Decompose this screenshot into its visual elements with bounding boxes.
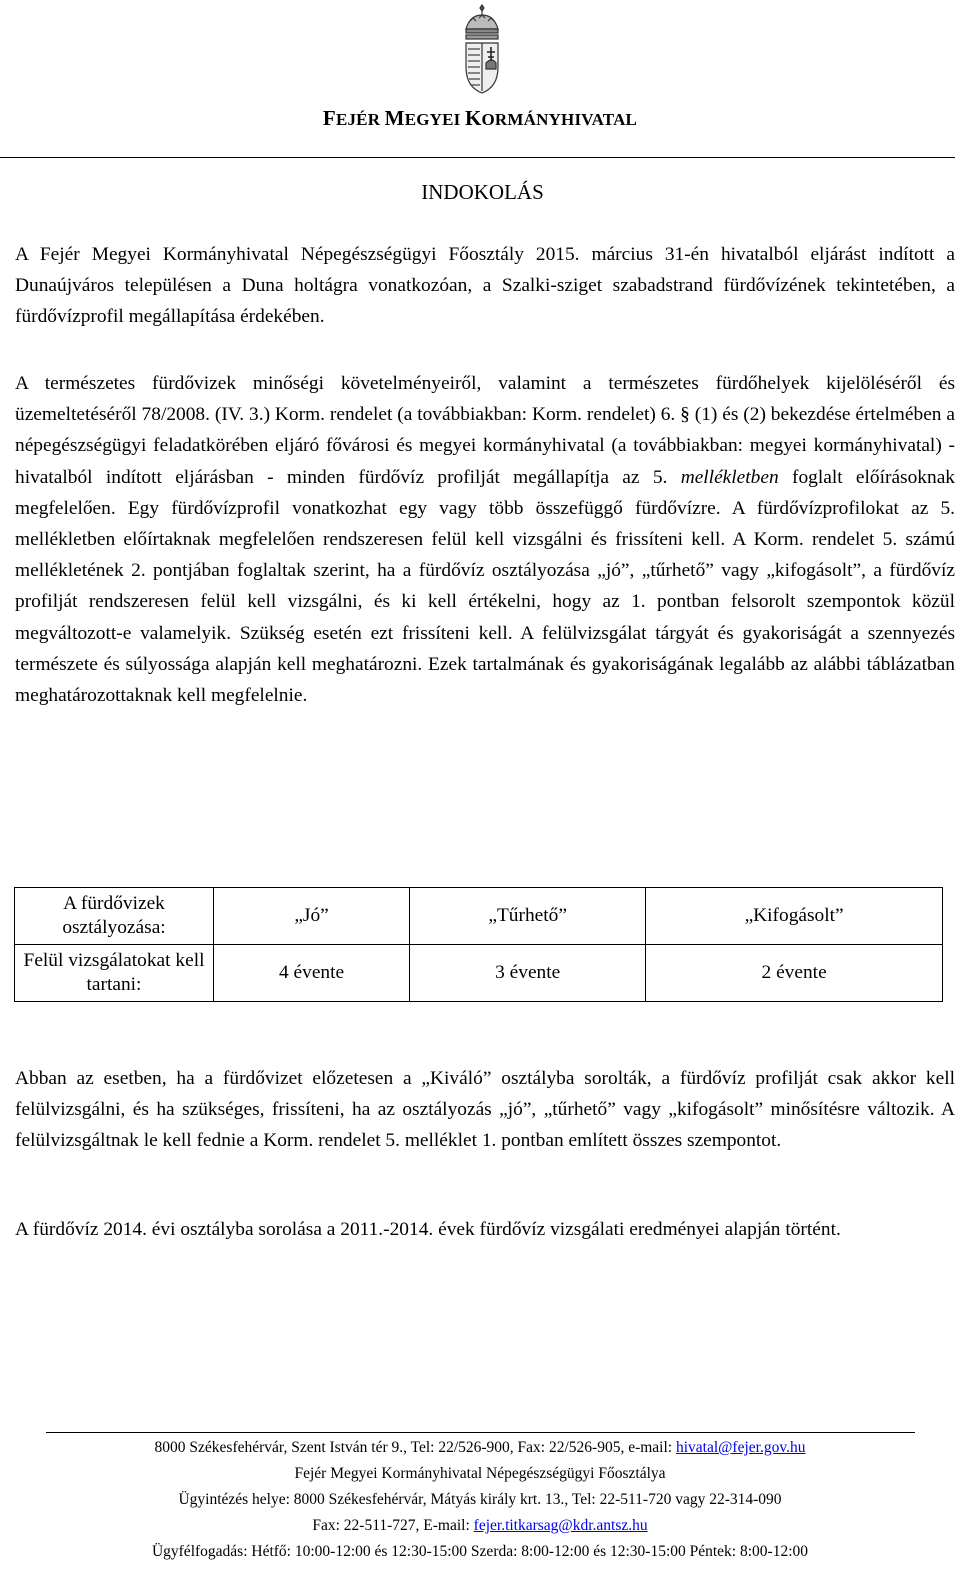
table-row-label: Felül vizsgálatokat kell tartani: xyxy=(15,945,214,1002)
footer-secretariat-email-link[interactable]: fejer.titkarsag@kdr.antsz.hu xyxy=(473,1517,648,1534)
paragraph-intro: A Fejér Megyei Kormányhivatal Népegészségügyi Főosztály 2015. március 31-én hivatalból eljárást indított a Dunaújváros településen a Duna holtágra vonatkozóan, a Szalki-sziget szabadstrand fürdővízének tekintetében, a fürdővízprofil megállapítása érdekében. xyxy=(15,244,955,328)
footer-fax-line: Fax: 22-511-727, E-mail: fejer.titkarsag@kdr.antsz.hu xyxy=(312,1517,648,1534)
table-row xyxy=(15,888,943,945)
header-divider xyxy=(0,157,955,158)
table-cell: „Kifogásolt” xyxy=(646,888,943,945)
footer xyxy=(0,1435,960,1565)
paragraph-excellent-class: Abban az esetben, ha a fürdővizet előzetesen a „Kiváló” osztályba sorolták, a fürdővíz profilját csak akkor kell felülvizsgálni, és ha szükséges, frissíteni, ha az osztályozás „jó”, „tűrhető” vagy „kifogásolt” minősítésre változik. A felülvizsgáltnak le kell fednie a Korm. rendelet 5. melléklet 1. pontban említett összes szempontot. xyxy=(15,1068,955,1152)
footer-office-hours: Ügyfélfogadás: Hétfő: 10:00-12:00 és 12:30-15:00 Szerda: 8:00-12:00 és 12:30-15:00 Péntek: 8:00-12:00 xyxy=(151,1543,809,1560)
footer-divider xyxy=(46,1432,915,1433)
organization-name: FEJÉR MEGYEI KORMÁNYHIVATAL xyxy=(322,106,638,130)
footer-office-name: Fejér Megyei Kormányhivatal Népegészségügyi Főosztálya xyxy=(294,1465,666,1482)
table-cell: „Tűrhető” xyxy=(410,888,646,945)
table-cell: „Jó” xyxy=(214,888,410,945)
paragraph-classification-basis: A fürdővíz 2014. évi osztályba sorolása a 2011.-2014. évek fürdővíz vizsgálati eredményei alapján történt. xyxy=(15,1219,841,1240)
table-row xyxy=(15,945,943,1002)
footer-admin-location: Ügyintézés helye: 8000 Székesfehérvár, Mátyás király krt. 13., Tel: 22-511-720 vagy 22-314-090 xyxy=(178,1491,782,1508)
footer-address-line: 8000 Székesfehérvár, Szent István tér 9., Tel: 22/526-900, Fax: 22/526-905, e-mail: hivatal@fejer.gov.hu xyxy=(154,1439,806,1456)
review-frequency-table xyxy=(14,887,943,1002)
document-heading: INDOKOLÁS xyxy=(421,180,544,204)
coat-of-arms-icon xyxy=(458,3,506,99)
table-cell: 4 évente xyxy=(214,945,410,1002)
table-cell: 2 évente xyxy=(646,945,943,1002)
footer-email-link[interactable]: hivatal@fejer.gov.hu xyxy=(675,1439,806,1456)
table-row-label: A fürdővizek osztályozása: xyxy=(15,888,214,945)
paragraph-legal-basis: A természetes fürdővizek minőségi követelményeiről, valamint a természetes fürdőhelyek kijelöléséről és üzemeltetéséről 78/2008. (IV. 3.) Korm. rendelet (a továbbiakban: Korm. rendelet) 6. § (1) és (2) bekezdése értelmében a népegészségügyi feladatkörében eljáró fővárosi és megyei kormányhivatal (a továbbiakban: megyei kormányhivatal) - hivatalból indított eljárásban - minden fürdővíz profilját megállapítja az 5. mellékletben foglalt előírásoknak megfelelően. Egy fürdővízprofil vonatkozhat egy vagy több összefüggő fürdővízre. A fürdővízprofilokat az 5. mellékletben előírtaknak megfelelően rendszeresen felül kell vizsgálni és frissíteni kell. A Korm. rendelet 5. számú mellékletének 2. pontjában foglaltak szerint, ha a fürdővíz osztályozása „jó”, „tűrhető” vagy „kifogásolt”, a fürdővíz profilját rendszeresen felül kell vizsgálni, és ki kell értékelni, hogy az 1. pontban felsorolt szempontok közül megváltozott-e valamelyik. Szükség esetén ezt frissíteni kell. A felülvizsgálat tárgyát és gyakoriságát a szennyezés természete és súlyossága alapján kell meghatározni. Ezek tartalmának és gyakoriságának legalább az alábbi táblázatban meghatározottaknak kell megfelelnie. xyxy=(15,373,955,707)
table-cell: 3 évente xyxy=(410,945,646,1002)
